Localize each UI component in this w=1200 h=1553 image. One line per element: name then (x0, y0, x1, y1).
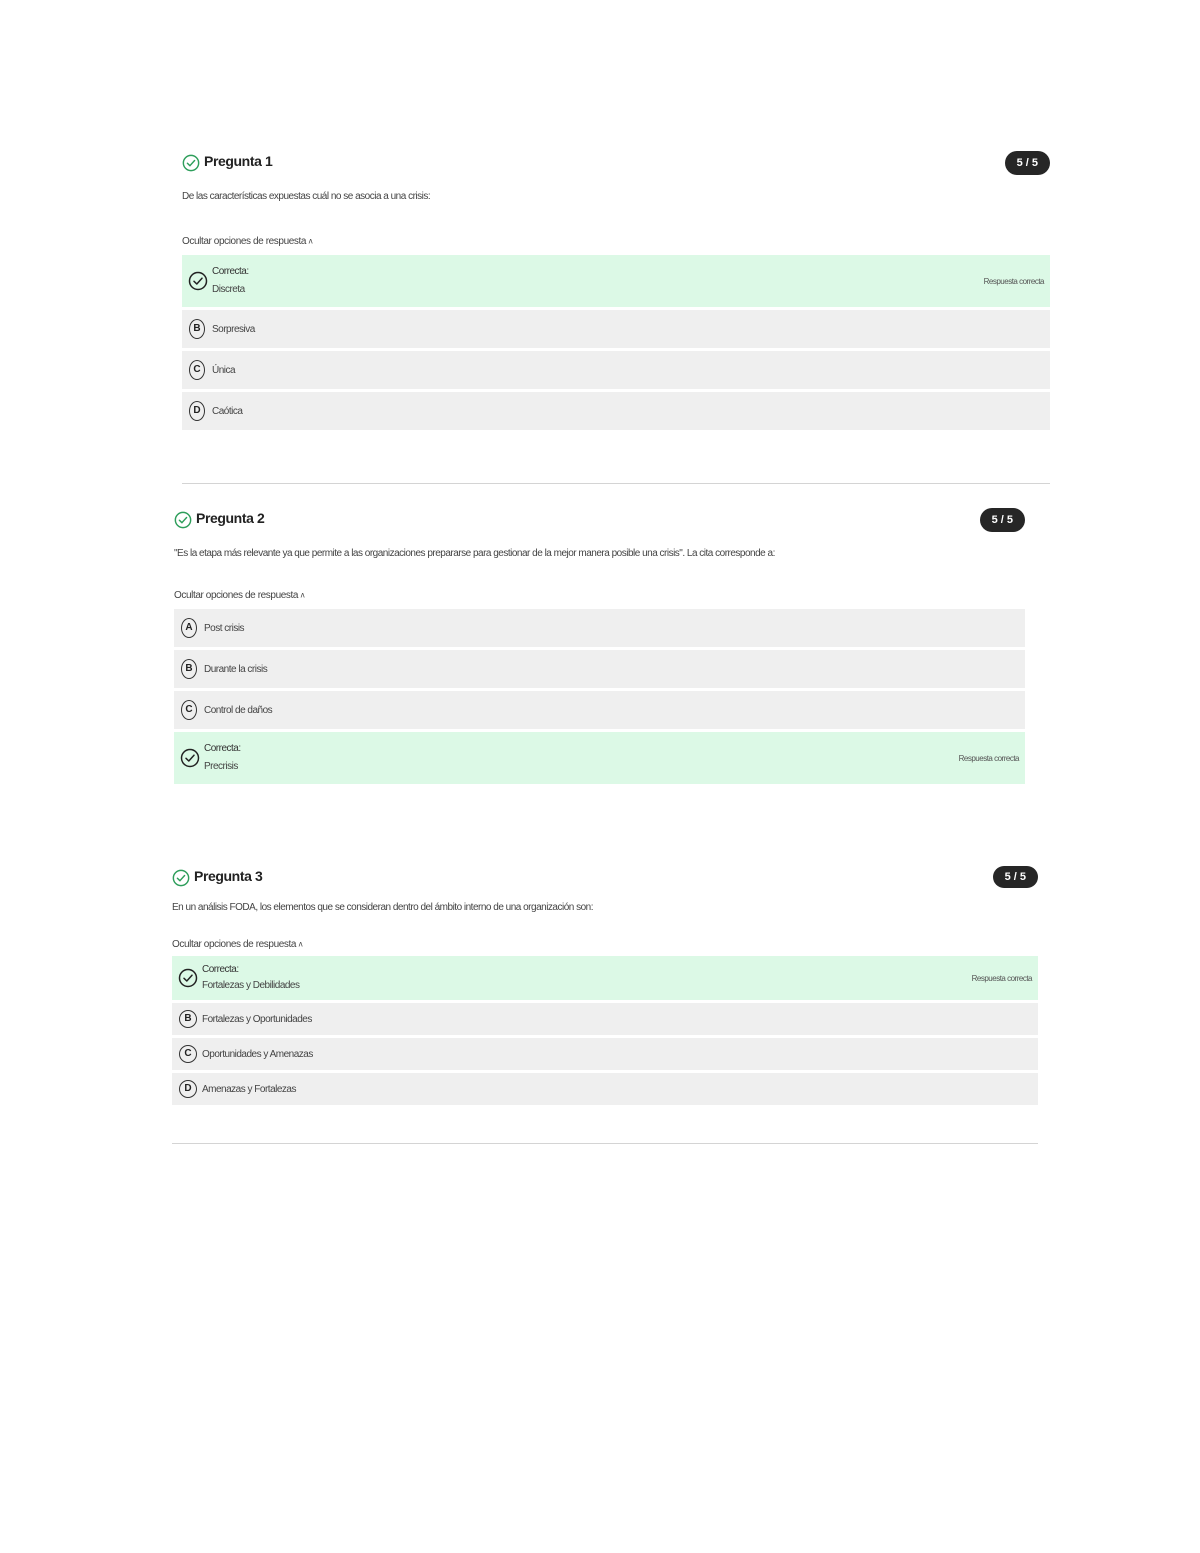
question-header (172, 866, 1038, 894)
correct-answer-text (202, 962, 300, 994)
option-letter: C (179, 1045, 197, 1063)
correct-answer-tag: Respuesta correcta (971, 973, 1032, 983)
question-title: Pregunta 3 (194, 868, 263, 884)
option-letter: C (181, 700, 197, 720)
check-circle-icon (178, 968, 198, 988)
check-circle-icon (180, 748, 200, 768)
correct-answer: Precrisis (204, 761, 238, 772)
correct-label: Correcta: (204, 743, 241, 754)
option-label: Control de daños (204, 704, 273, 716)
option-letter: D (189, 401, 205, 421)
score-badge: 5 / 5 (1005, 151, 1050, 175)
correct-answer: Discreta (212, 284, 245, 295)
option-label: Única (212, 364, 236, 376)
answer-option-c[interactable] (172, 1038, 1038, 1070)
correct-answer: Fortalezas y Debilidades (202, 980, 300, 991)
question-3 (172, 866, 1038, 1108)
answer-option-correct[interactable] (174, 732, 1025, 784)
question-header (182, 151, 1050, 179)
question-title: Pregunta 2 (196, 510, 265, 526)
correct-answer-text (204, 740, 241, 776)
option-label: Fortalezas y Oportunidades (202, 1013, 312, 1025)
option-label: Oportunidades y Amenazas (202, 1048, 313, 1060)
question-text: De las características expuestas cuál no se asocia a una crisis: (182, 191, 431, 202)
check-circle-icon (172, 869, 190, 887)
score-badge: 5 / 5 (993, 866, 1038, 888)
toggle-answer-options[interactable] (174, 590, 305, 601)
section-divider (182, 483, 1050, 484)
correct-answer-text (212, 263, 249, 299)
answer-option-correct[interactable] (182, 255, 1050, 307)
question-2 (174, 508, 1025, 787)
correct-label: Correcta: (212, 266, 249, 277)
check-circle-icon (182, 154, 200, 172)
answer-option-d[interactable] (182, 392, 1050, 430)
chevron-up-icon: v (299, 940, 303, 949)
answer-option-b[interactable] (174, 650, 1025, 688)
option-label: Post crisis (204, 622, 245, 634)
correct-answer-tag: Respuesta correcta (983, 276, 1044, 286)
option-label: Amenazas y Fortalezas (202, 1083, 296, 1095)
option-label: Caótica (212, 405, 243, 417)
answer-option-d[interactable] (172, 1073, 1038, 1105)
option-label: Durante la crisis (204, 663, 268, 675)
score-badge: 5 / 5 (980, 508, 1025, 532)
toggle-label: Ocultar opciones de respuesta (172, 939, 297, 950)
check-circle-icon (174, 511, 192, 529)
question-text: "Es la etapa más relevante ya que permite a las organizaciones prepararse para gestionar de la mejor manera posible una crisis". La cita corresponde a: (174, 548, 775, 559)
answer-option-b[interactable] (182, 310, 1050, 348)
toggle-label: Ocultar opciones de respuesta (182, 236, 307, 247)
question-header (174, 508, 1025, 536)
correct-label: Correcta: (202, 964, 239, 975)
toggle-answer-options[interactable] (182, 236, 313, 247)
option-letter: D (179, 1080, 197, 1098)
option-letter: B (179, 1010, 197, 1028)
option-letter: B (181, 659, 197, 679)
answer-option-c[interactable] (174, 691, 1025, 729)
answer-option-b[interactable] (172, 1003, 1038, 1035)
check-circle-icon (188, 271, 208, 291)
answer-option-c[interactable] (182, 351, 1050, 389)
question-title: Pregunta 1 (204, 153, 273, 169)
chevron-up-icon: v (309, 237, 313, 246)
option-letter: C (189, 360, 205, 380)
answer-option-correct[interactable] (172, 956, 1038, 1000)
question-1 (182, 151, 1050, 433)
chevron-up-icon: v (301, 591, 305, 600)
section-divider (172, 1143, 1038, 1144)
answer-option-a[interactable] (174, 609, 1025, 647)
correct-answer-tag: Respuesta correcta (958, 753, 1019, 763)
question-text: En un análisis FODA, los elementos que se consideran dentro del ámbito interno de una organización son: (172, 902, 594, 913)
toggle-label: Ocultar opciones de respuesta (174, 590, 299, 601)
toggle-answer-options[interactable] (172, 939, 303, 950)
option-letter: B (189, 319, 205, 339)
option-label: Sorpresiva (212, 323, 255, 335)
option-letter: A (181, 618, 197, 638)
